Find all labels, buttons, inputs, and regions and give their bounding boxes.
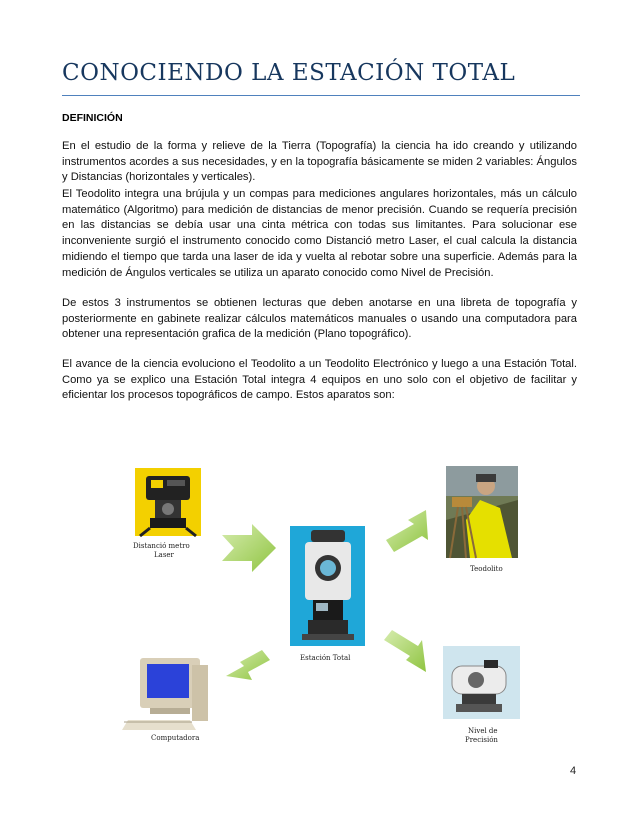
arrow-from-distanciometro [222,524,276,572]
label-computadora: Computadora [151,734,200,742]
arrow-from-teodolito [386,510,428,552]
estacion-total-image [290,526,365,646]
paragraph-2: El Teodolito integra una brújula y un compas para mediciones angulares horizontales, más un cálculo matemático (Algoritmo) para medición de distancias de menor precisión. Cuando se requería precisión en las distancias se debía usar una cinta métrica con todas sus limitantes. Para solucionar ese inconveniente surgió el instrumento conocido como Distanció metro Laser, el cual calcula la distancia midiendo el tiempo que tarda una laser de ida y vuelta al rebotar sobre una superficie. Además para la medición de Ángulos verticales se utiliza un aparato conocido como Nivel de Precisión. [62,188,577,279]
paragraph-4: El avance de la ciencia evoluciono el Teodolito a un Teodolito Electrónico y luego a una Estación Total. Como ya se explico una Estación Total integra 4 equipos en uno solo con el objetivo de facilitar y eficientar los procesos topográficos de campo. Estos aparatos son: [62,358,577,402]
computadora-image [122,658,208,730]
label-teodolito: Teodolito [470,565,503,573]
paragraph-3: De estos 3 instrumentos se obtienen lecturas que deben anotarse en una libreta de topografía y posteriormente en gabinete realizar cálculos matemáticos manuales o usando una computadora para obtener una representación grafica de la medición (Plano topográfico). [62,297,577,341]
distanciometro-image [135,468,201,536]
title-rule [62,95,580,96]
arrow-to-computadora [226,650,270,680]
paragraph-1: En el estudio de la forma y relieve de la Tierra (Topografía) la ciencia ha ido creando y utilizando instrumentos acordes a sus necesidades, y en la topografía básicamente se miden 2 variables: Ángulos y Distancias (horizontales y verticales). [62,140,577,184]
label-laser: Laser [154,551,174,559]
nivel-image [443,646,520,719]
label-precision: Precisión [465,736,498,744]
label-distanciometro: Distanció metro [133,542,190,550]
arrow-from-nivel [384,630,426,672]
section-heading: DEFINICIÓN [62,112,123,124]
label-estacion-total: Estación Total [300,654,351,662]
label-nivel: Nivel de [468,727,498,735]
page-title: CONOCIENDO LA ESTACIÓN TOTAL [62,60,516,86]
teodolito-image [446,466,518,558]
page-number: 4 [570,765,577,777]
